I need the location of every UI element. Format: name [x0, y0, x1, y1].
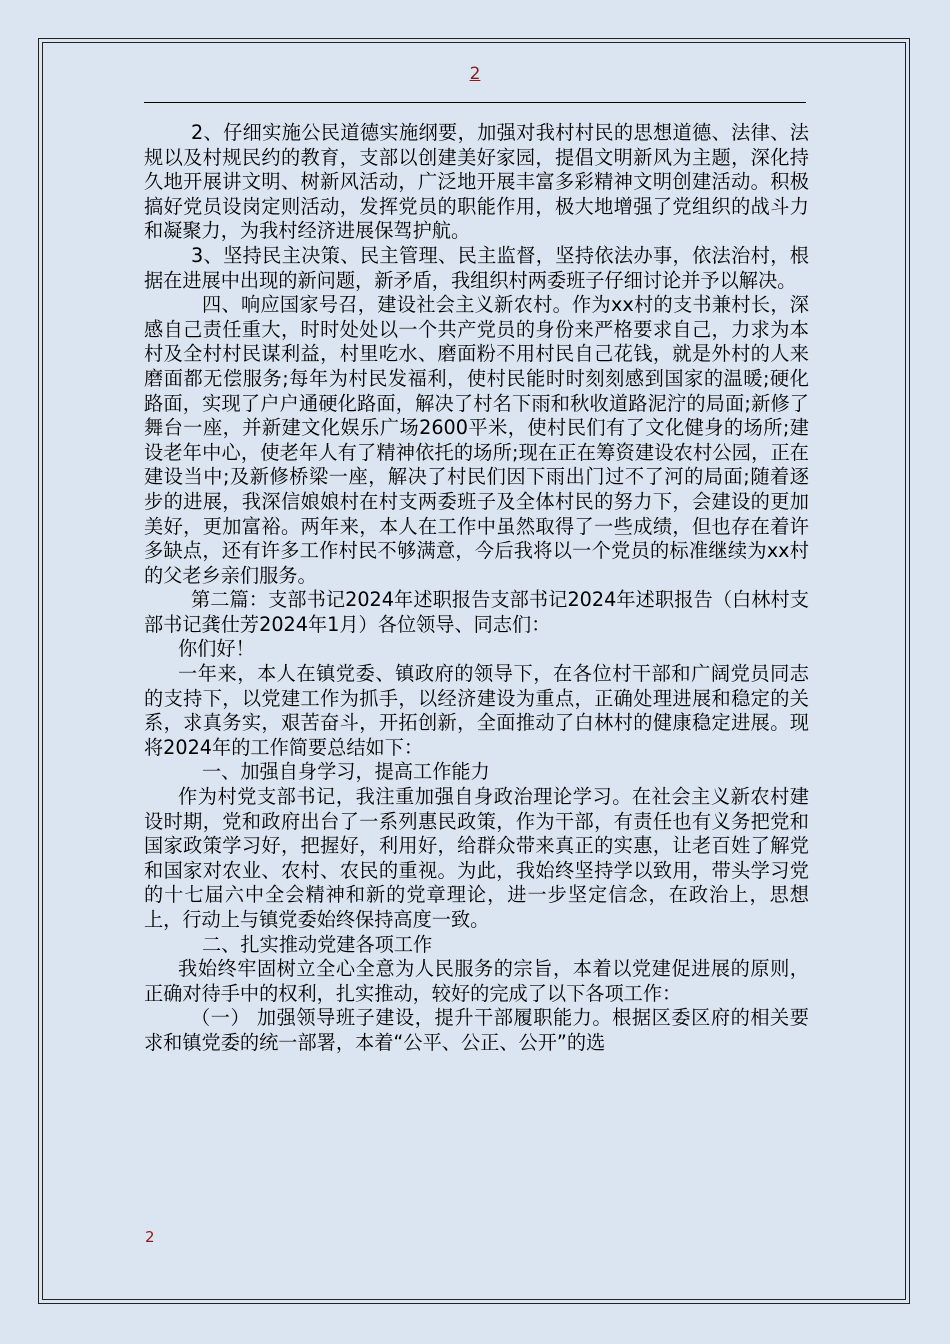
paragraph-subsection-1: （一） 加强领导班子建设，提升干部履职能力。根据区委区府的相关要求和镇党委的统一部署，本着“公平、公正、公开”的选: [144, 1006, 809, 1054]
paragraph-section-2: 我始终牢固树立全心全意为人民服务的宗旨，本着以党建促进展的原则，正确对待手中的权利，扎实推动，较好的完成了以下各项工作：: [144, 957, 809, 1005]
paragraph-intro: 一年来，本人在镇党委、镇政府的领导下，在各位村干部和广阔党员同志的支持下，以党建工作为抓手，以经济建设为重点，正确处理进展和稳定的关系，求真务实，艰苦奋斗，开拓创新，全面推动了白林村的健康稳定进展。现将2024年的工作简要总结如下：: [144, 662, 809, 759]
paragraph-item-3: 3、坚持民主决策、民主管理、民主监督，坚持依法办事，依法治村，根据在进展中出现的新问题，新矛盾，我组织村两委班子仔细讨论并予以解决。: [144, 243, 809, 292]
header-rule: [144, 102, 806, 103]
document-body: [144, 121, 809, 1056]
paragraph-greeting: 你们好！: [178, 637, 255, 661]
paragraph-item-2: 2、仔细实施公民道德实施纲要，加强对我村村民的思想道德、法律、法规以及村规民约的教育，支部以创建美好家园，提倡文明新风为主题，深化持久地开展讲文明、树新风活动，广泛地开展丰富多彩精神文明创建活动。积极搞好党员设岗定则活动，发挥党员的职能作用，极大地增强了党组织的战斗力和凝聚力，为我村经济进展保驾护航。: [144, 121, 809, 243]
footer-page-number: 2: [145, 1228, 155, 1246]
paragraph-section-4: 四、响应国家号召，建设社会主义新农村。作为xx村的支书兼村长，深感自己责任重大，时时处处以一个共产党员的身份来严格要求自己，力求为本村及全村村民谋利益，村里吃水、磨面粉不用村民自己花钱，就是外村的人来磨面都无偿服务;每年为村民发福利，使村民能时时刻刻感到国家的温暖;硬化路面，实现了户户通硬化路面，解决了村名下雨和秋收道路泥泞的局面;新修了舞台一座，并新建文化娱乐广场2600平米，使村民们有了文化健身的场所;建设老年中心，使老年人有了精神依托的场所;现在正在筹资建设农村公园，正在建设当中;及新修桥梁一座，解决了村民们因下雨出门过不了河的局面;随着逐步的进展，我深信娘娘村在村支两委班子及全体村民的努力下，会建设的更加美好，更加富裕。两年来，本人在工作中虽然取得了一些成绩，但也存在着许多缺点，还有许多工作村民不够满意，今后我将以一个党员的标准继续为xx村的父老乡亲们服务。: [144, 293, 809, 587]
header-page-number: 2: [469, 64, 481, 84]
heading-section-1: 一、加强自身学习，提高工作能力: [202, 760, 490, 784]
paragraph-part-two-title: 第二篇：支部书记2024年述职报告支部书记2024年述职报告（白林村支部书记龚仕芳2024年1月）各位领导、同志们：: [144, 588, 809, 636]
heading-section-2: 二、扎实推动党建各项工作: [202, 932, 433, 956]
paragraph-section-1: 作为村党支部书记，我注重加强自身政治理论学习。在社会主义新农村建设时期，党和政府出台了一系列惠民政策，作为干部，有责任也有义务把党和国家政策学习好，把握好，利用好，给群众带来真正的实惠，让老百姓了解党和国家对农业、农村、农民的重视。为此，我始终坚持学以致用，带头学习党的十七届六中全会精神和新的党章理论，进一步坚定信念，在政治上，思想上，行动上与镇党委始终保持高度一致。: [144, 785, 809, 931]
